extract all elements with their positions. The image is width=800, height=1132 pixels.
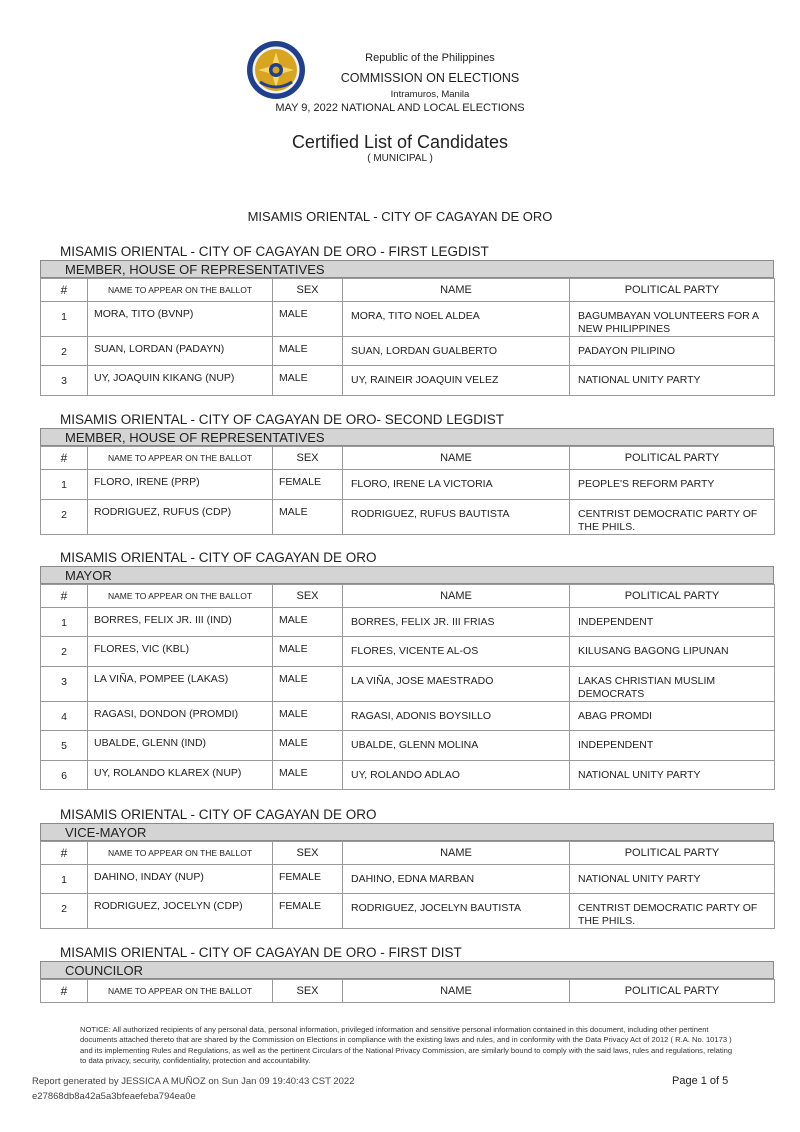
table-header-row	[41, 279, 775, 302]
cell-ballot: LA VIÑA, POMPEE (LAKAS)	[88, 667, 273, 702]
cell-ballot: RODRIGUEZ, JOCELYN (CDP)	[88, 894, 273, 929]
report-hash: e27868db8a42a5a3bfeaefeba794ea0e	[32, 1091, 196, 1102]
cell-party: INDEPENDENT	[570, 608, 775, 637]
cell-ballot: FLORES, VIC (KBL)	[88, 637, 273, 667]
column-header-num: #	[41, 585, 88, 608]
candidate-section	[40, 549, 774, 790]
document-title: Certified List of Candidates	[291, 132, 509, 152]
cell-ballot: FLORO, IRENE (PRP)	[88, 470, 273, 500]
cell-party: NATIONAL UNITY PARTY	[570, 366, 775, 396]
cell-sex: MALE	[273, 608, 343, 637]
table-row	[41, 337, 775, 366]
cell-name: LA VIÑA, JOSE MAESTRADO	[343, 667, 570, 702]
table-row	[41, 366, 775, 396]
column-header-ballot: NAME TO APPEAR ON THE BALLOT	[88, 447, 273, 470]
table-row	[41, 667, 775, 702]
cell-ballot: BORRES, FELIX JR. III (IND)	[88, 608, 273, 637]
cell-party: CENTRIST DEMOCRATIC PARTY OF THE PHILS.	[570, 500, 775, 535]
cell-num: 4	[41, 702, 88, 731]
table-row	[41, 865, 775, 894]
cell-num: 3	[41, 667, 88, 702]
candidate-section	[40, 806, 774, 929]
table-row	[41, 500, 775, 535]
column-header-name: NAME	[343, 585, 570, 608]
report-generated-label: Report generated by JESSICA A MUÑOZ on Sun Jan 09 19:40:43 CST 2022	[32, 1076, 355, 1087]
cell-ballot: SUAN, LORDAN (PADAYN)	[88, 337, 273, 366]
column-header-sex: SEX	[273, 447, 343, 470]
privacy-notice: NOTICE: All authorized recipients of any personal data, personal information, privileged information and sensitive personal information contained in this document, including other pertinent documents attached thereto that are shared by the Commission on Elections in compliance with the existing laws and rules, and in conformity with the Data Privacy Act of 2012 ( R.A. No. 10173 ) and its implementing Rules and Regulations, as well as the pertinent Circulars of the National Privacy Commission, are similarly bound to comply with the said laws, rules and regulations, relating to data privacy, security, confidentiality, protection and accountability.	[80, 1025, 733, 1066]
cell-ballot: UBALDE, GLENN (IND)	[88, 731, 273, 761]
column-header-name: NAME	[343, 447, 570, 470]
column-header-party: POLITICAL PARTY	[570, 842, 775, 865]
cell-num: 5	[41, 731, 88, 761]
cell-party: PEOPLE'S REFORM PARTY	[570, 470, 775, 500]
section-title: MISAMIS ORIENTAL - CITY OF CAGAYAN DE ORO	[60, 807, 377, 822]
republic-label: Republic of the Philippines	[365, 52, 495, 64]
candidate-table	[40, 841, 775, 929]
cell-sex: FEMALE	[273, 470, 343, 500]
cell-party: NATIONAL UNITY PARTY	[570, 761, 775, 790]
column-header-name: NAME	[343, 980, 570, 1003]
cell-sex: MALE	[273, 667, 343, 702]
cell-ballot: MORA, TITO (BVNP)	[88, 302, 273, 337]
column-header-num: #	[41, 447, 88, 470]
cell-ballot: RODRIGUEZ, RUFUS (CDP)	[88, 500, 273, 535]
cell-party: KILUSANG BAGONG LIPUNAN	[570, 637, 775, 667]
table-header-row	[41, 585, 775, 608]
cell-sex: FEMALE	[273, 865, 343, 894]
cell-name: UY, RAINEIR JOAQUIN VELEZ	[343, 366, 570, 396]
table-row	[41, 608, 775, 637]
column-header-ballot: NAME TO APPEAR ON THE BALLOT	[88, 585, 273, 608]
candidate-section	[40, 243, 774, 396]
candidate-table	[40, 584, 775, 790]
cell-ballot: DAHINO, INDAY (NUP)	[88, 865, 273, 894]
table-header-row	[41, 842, 775, 865]
cell-sex: MALE	[273, 337, 343, 366]
column-header-ballot: NAME TO APPEAR ON THE BALLOT	[88, 279, 273, 302]
candidate-table	[40, 446, 775, 535]
cell-sex: MALE	[273, 761, 343, 790]
column-header-party: POLITICAL PARTY	[570, 980, 775, 1003]
cell-party: INDEPENDENT	[570, 731, 775, 761]
column-header-ballot: NAME TO APPEAR ON THE BALLOT	[88, 980, 273, 1003]
office-heading: MAYOR	[40, 566, 774, 584]
cell-ballot: UY, ROLANDO KLAREX (NUP)	[88, 761, 273, 790]
table-row	[41, 302, 775, 337]
cell-num: 1	[41, 608, 88, 637]
cell-name: UBALDE, GLENN MOLINA	[343, 731, 570, 761]
cell-party: NATIONAL UNITY PARTY	[570, 865, 775, 894]
office-heading: MEMBER, HOUSE OF REPRESENTATIVES	[40, 428, 774, 446]
section-title: MISAMIS ORIENTAL - CITY OF CAGAYAN DE ORO - FIRST LEGDIST	[60, 244, 489, 259]
cell-name: RODRIGUEZ, JOCELYN BAUTISTA	[343, 894, 570, 929]
table-row	[41, 637, 775, 667]
commission-label: COMMISSION ON ELECTIONS	[340, 71, 520, 85]
cell-name: BORRES, FELIX JR. III FRIAS	[343, 608, 570, 637]
table-row	[41, 470, 775, 500]
cell-name: SUAN, LORDAN GUALBERTO	[343, 337, 570, 366]
cell-sex: MALE	[273, 637, 343, 667]
column-header-name: NAME	[343, 842, 570, 865]
main-heading: MISAMIS ORIENTAL - CITY OF CAGAYAN DE ORO	[247, 209, 553, 224]
cell-sex: MALE	[273, 731, 343, 761]
column-header-party: POLITICAL PARTY	[570, 447, 775, 470]
section-title: MISAMIS ORIENTAL - CITY OF CAGAYAN DE ORO - FIRST DIST	[60, 945, 462, 960]
table-header-row	[41, 980, 775, 1003]
candidate-section	[40, 411, 774, 535]
cell-name: DAHINO, EDNA MARBAN	[343, 865, 570, 894]
cell-num: 2	[41, 500, 88, 535]
cell-party: BAGUMBAYAN VOLUNTEERS FOR A NEW PHILIPPINES	[570, 302, 775, 337]
column-header-name: NAME	[343, 279, 570, 302]
cell-sex: MALE	[273, 302, 343, 337]
table-row	[41, 761, 775, 790]
table-row	[41, 731, 775, 761]
cell-num: 2	[41, 337, 88, 366]
candidate-table	[40, 278, 775, 396]
cell-sex: FEMALE	[273, 894, 343, 929]
column-header-num: #	[41, 980, 88, 1003]
page-number: Page 1 of 5	[672, 1075, 729, 1087]
document-subtitle: ( MUNICIPAL )	[367, 153, 433, 164]
cell-party: PADAYON PILIPINO	[570, 337, 775, 366]
cell-num: 2	[41, 637, 88, 667]
cell-sex: MALE	[273, 366, 343, 396]
cell-name: RODRIGUEZ, RUFUS BAUTISTA	[343, 500, 570, 535]
table-header-row	[41, 447, 775, 470]
candidate-table	[40, 979, 775, 1003]
cell-num: 2	[41, 894, 88, 929]
column-header-sex: SEX	[273, 980, 343, 1003]
cell-num: 3	[41, 366, 88, 396]
section-title: MISAMIS ORIENTAL - CITY OF CAGAYAN DE ORO	[60, 550, 377, 565]
document-header	[0, 0, 800, 224]
cell-num: 6	[41, 761, 88, 790]
city-label: Intramuros, Manila	[390, 89, 470, 100]
cell-party: LAKAS CHRISTIAN MUSLIM DEMOCRATS	[570, 667, 775, 702]
section-title: MISAMIS ORIENTAL - CITY OF CAGAYAN DE ORO- SECOND LEGDIST	[60, 412, 505, 427]
column-header-num: #	[41, 279, 88, 302]
column-header-sex: SEX	[273, 585, 343, 608]
column-header-party: POLITICAL PARTY	[570, 279, 775, 302]
election-label: MAY 9, 2022 NATIONAL AND LOCAL ELECTIONS	[275, 102, 525, 114]
cell-name: FLORES, VICENTE AL-OS	[343, 637, 570, 667]
cell-num: 1	[41, 470, 88, 500]
cell-name: RAGASI, ADONIS BOYSILLO	[343, 702, 570, 731]
cell-num: 1	[41, 865, 88, 894]
cell-sex: MALE	[273, 500, 343, 535]
cell-num: 1	[41, 302, 88, 337]
column-header-num: #	[41, 842, 88, 865]
office-heading: VICE-MAYOR	[40, 823, 774, 841]
office-heading: MEMBER, HOUSE OF REPRESENTATIVES	[40, 260, 774, 278]
cell-party: ABAG PROMDI	[570, 702, 775, 731]
table-row	[41, 894, 775, 929]
cell-name: MORA, TITO NOEL ALDEA	[343, 302, 570, 337]
cell-sex: MALE	[273, 702, 343, 731]
cell-party: CENTRIST DEMOCRATIC PARTY OF THE PHILS.	[570, 894, 775, 929]
cell-ballot: RAGASI, DONDON (PROMDI)	[88, 702, 273, 731]
cell-name: FLORO, IRENE LA VICTORIA	[343, 470, 570, 500]
column-header-sex: SEX	[273, 842, 343, 865]
report-footer	[32, 1074, 355, 1104]
cell-ballot: UY, JOAQUIN KIKANG (NUP)	[88, 366, 273, 396]
column-header-sex: SEX	[273, 279, 343, 302]
office-heading: COUNCILOR	[40, 961, 774, 979]
candidate-section	[40, 944, 774, 1003]
column-header-party: POLITICAL PARTY	[570, 585, 775, 608]
table-row	[41, 702, 775, 731]
cell-name: UY, ROLANDO ADLAO	[343, 761, 570, 790]
column-header-ballot: NAME TO APPEAR ON THE BALLOT	[88, 842, 273, 865]
